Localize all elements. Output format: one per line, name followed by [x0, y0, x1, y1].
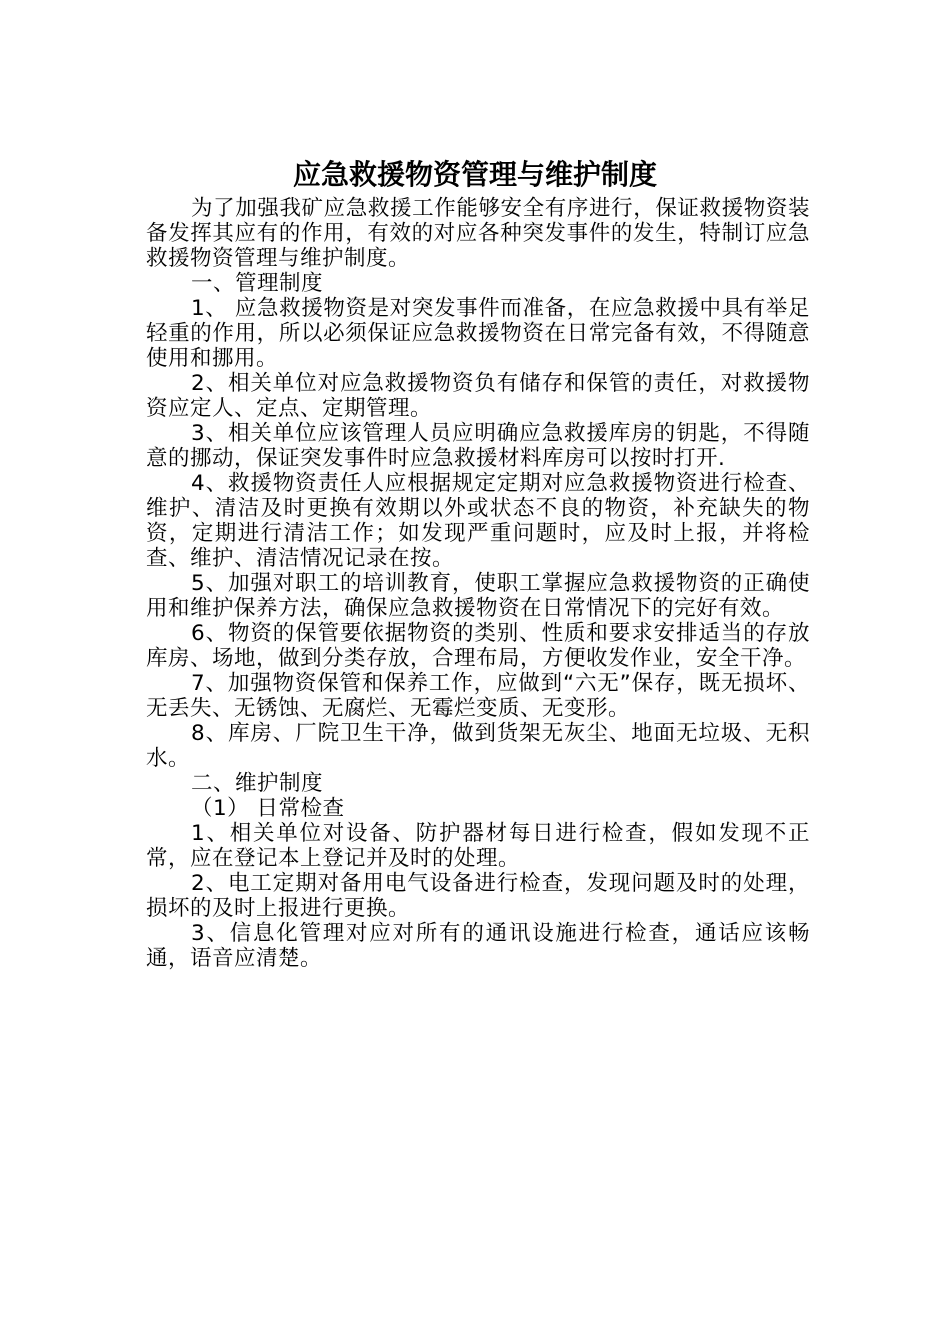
management-item-7: 7、加强物资保管和保养工作，应做到“六无”保存，既无损坏、无丢失、无锈蚀、无腐烂、无霉烂变质、无变形。 — [146, 671, 810, 721]
management-item-1: 1、 应急救援物资是对突发事件而准备，在应急救援中具有举足轻重的作用，所以必须保证应急救援物资在日常完备有效，不得随意使用和挪用。 — [146, 296, 810, 371]
subsection-heading-daily-check: （1） 日常检查 — [191, 796, 345, 821]
maintenance-item-3: 3、信息化管理对应对所有的通讯设施进行检查，通话应该畅通，语音应清楚。 — [146, 921, 810, 971]
management-item-6: 6、物资的保管要依据物资的类别、性质和要求安排适当的存放库房、场地，做到分类存放，合理布局，方便收发作业，安全干净。 — [146, 621, 810, 671]
management-item-4: 4、救援物资责任人应根据规定定期对应急救援物资进行检查、维护、清洁及时更换有效期以外或状态不良的物资，补充缺失的物资，定期进行清洁工作；如发现严重问题时，应及时上报，并将检查、维护、清洁情况记录在按。 — [146, 471, 810, 571]
maintenance-item-1: 1、相关单位对设备、防护器材每日进行检查，假如发现不正常，应在登记本上登记并及时的处理。 — [146, 821, 810, 871]
management-item-2: 2、相关单位对应急救援物资负有储存和保管的责任，对救援物资应定人、定点、定期管理。 — [146, 371, 810, 421]
section-heading-maintenance: 二、维护制度 — [191, 771, 324, 796]
maintenance-item-2: 2、电工定期对备用电气设备进行检查，发现问题及时的处理，损坏的及时上报进行更换。 — [146, 871, 810, 921]
document-title: 应急救援物资管理与维护制度 — [292, 158, 657, 191]
intro-paragraph: 为了加强我矿应急救援工作能够安全有序进行，保证救援物资装备发挥其应有的作用，有效的对应各种突发事件的发生，特制订应急救援物资管理与维护制度。 — [146, 196, 810, 271]
management-item-3: 3、相关单位应该管理人员应明确应急救援库房的钥匙，不得随意的挪动，保证突发事件时应急救援材料库房可以按时打开. — [146, 421, 810, 471]
management-item-8: 8、库房、厂院卫生干净，做到货架无灰尘、地面无垃圾、无积水。 — [146, 721, 810, 771]
management-item-5: 5、加强对职工的培训教育，使职工掌握应急救援物资的正确使用和维护保养方法，确保应急救援物资在日常情况下的完好有效。 — [146, 571, 810, 621]
section-heading-management: 一、管理制度 — [191, 271, 324, 296]
document-body — [146, 196, 810, 971]
